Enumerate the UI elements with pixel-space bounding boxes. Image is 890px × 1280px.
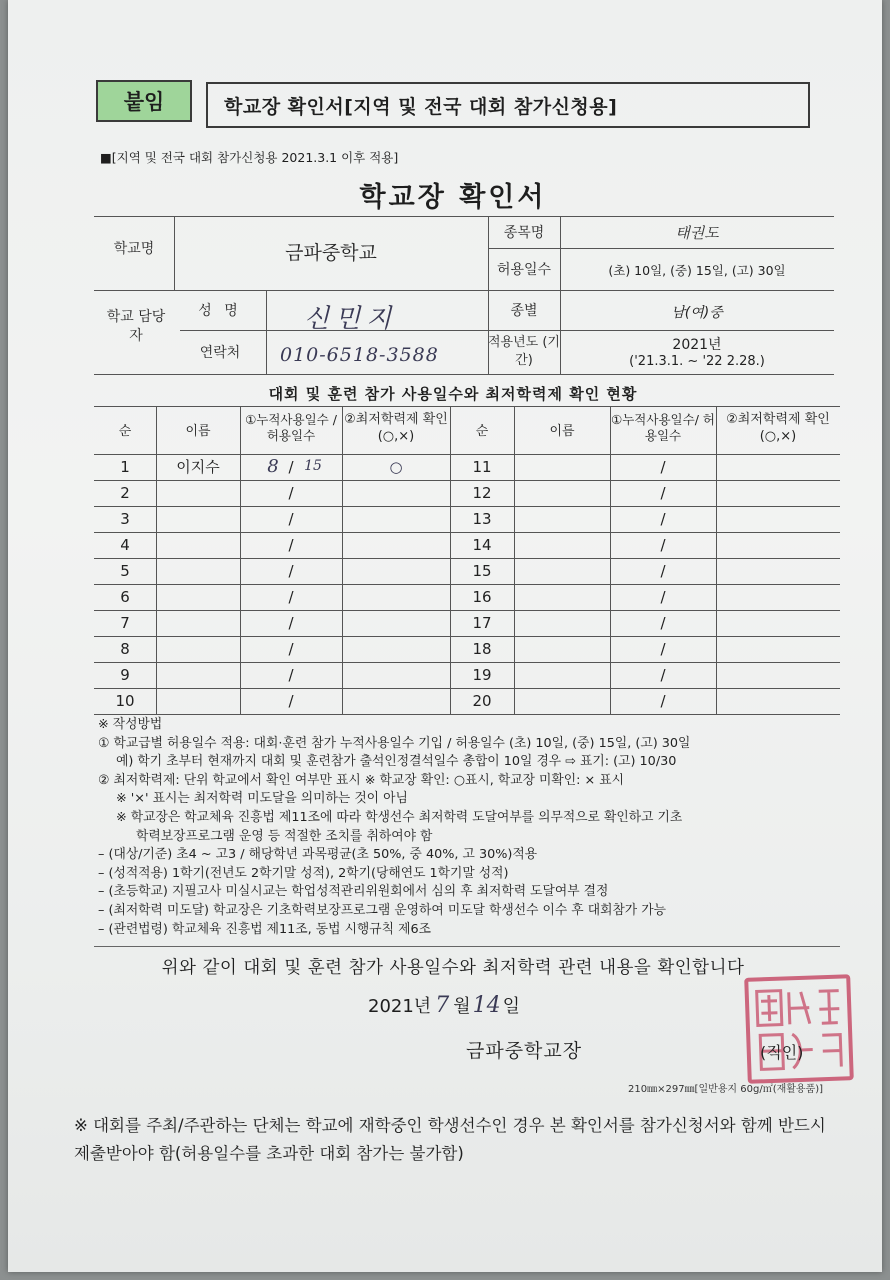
detail-5: – (관련법령) 학교체육 진흥법 제11조, 동법 시행규칙 제6조 [98,921,431,937]
days-slash: / [288,458,294,476]
date-month-handwritten: 7 [435,993,450,1018]
date-year: 2021년 [368,996,432,1017]
col-name-right: 이름 [549,424,575,439]
col-days-left: ①누적사용일수 /허용일수 [245,412,337,444]
principal-signature-label: 금파중학교장 [466,1040,583,1062]
row-number: 9 [120,666,130,684]
days-slash: / [288,484,294,502]
date-month-label: 월 [453,996,471,1017]
event-label: 종목명 [503,225,545,241]
days-slash: / [660,562,666,580]
days-slash: / [288,510,294,528]
days-slash: / [660,692,666,710]
row-number: 7 [120,614,130,632]
footer-notice: ※ 대회를 주최/주관하는 단체는 학교에 재학중인 학생선수인 경우 본 확인서를 참가신청서와 함께 반드시 제출받아야 함(허용일수를 초과한 대회 참가는 불가함) [74,1116,826,1163]
allowed-days-handwritten: 15 [304,458,322,474]
row-number: 16 [472,588,492,606]
used-days-handwritten: 8 [267,456,279,477]
row-number: 20 [472,692,492,710]
paper-spec: 210㎜×297㎜[일반용지 60g/㎡(재활용품)] [628,1084,824,1095]
detail-1: – (대상/기준) 초4 ~ 고3 / 해당학년 과목평균(초 50%, 중 40%, 고 30%)적용 [98,847,538,863]
row-number: 4 [120,536,130,554]
days-slash: / [288,614,294,632]
note-1: ① 학교급별 허용일수 적용: 대회·훈련 참가 누적사용일수 기입 / 허용일수 (초) 10일, (중) 15일, (고) 30일 [98,735,691,751]
contact-label: 연락처 [199,345,241,361]
days-slash: / [660,588,666,606]
row-number: 3 [120,510,130,528]
days-slash: / [288,640,294,658]
row-number: 15 [472,562,492,580]
days-slash: / [660,614,666,632]
school-name-value: 금파중학교 [285,242,377,264]
col-academic-right: ②최저학력제 확인(○,×) [726,412,830,444]
contact-value-handwritten: 010-6518-3588 [280,344,439,366]
row-number: 14 [472,536,492,554]
days-slash: / [288,562,294,580]
row-number: 12 [472,484,492,502]
row-number: 17 [472,614,492,632]
document-title: 학교장 확인서 [359,182,547,213]
days-slash: / [288,692,294,710]
event-value: 태권도 [675,224,719,242]
date-day-handwritten: 14 [472,993,501,1018]
allowed-days-label: 허용일수 [496,262,552,278]
official-seal-stamp [744,974,854,1084]
usage-section-title: 대회 및 훈련 참가 사용일수와 최저학력제 확인 현황 [268,385,638,403]
document-page [8,0,882,1272]
days-slash: / [660,458,666,476]
row-number: 2 [120,484,130,502]
col-days-right: ①누적사용일수/ 허용일수 [611,412,715,444]
name-value-handwritten: 신민지 [304,304,398,334]
note-2-b: ※ 학교장은 학교체육 진흥법 제11조에 따라 학생선수 최저학력 도달여부를 의무적으로 확인하고 기초 [116,809,683,825]
confirm-divider [94,946,840,947]
row-number: 10 [115,692,135,710]
col-name-left: 이름 [185,424,211,439]
row-number: 11 [472,458,492,476]
row-number: 5 [120,562,130,580]
instructions-notes [98,716,858,939]
row-number: 18 [472,640,492,658]
year-label: 적용년도 (기간) [488,335,560,368]
col-no-left: 순 [118,424,132,439]
school-name-label: 학교명 [113,241,155,257]
col-no-right: 순 [475,424,489,439]
detail-3: – (초등학교) 지필고사 미실시교는 학업성적관리위원회에서 심의 후 최저학력 도달여부 결정 [98,884,609,900]
row-number: 8 [120,640,130,658]
row-number: 19 [472,666,492,684]
note-1-example: 예) 학기 초부터 현재까지 대회 및 훈련참가 출석인정결석일수 총합이 10일 경우 ⇨ 표기: (고) 10/30 [116,754,677,770]
days-slash: / [288,536,294,554]
detail-2: – (성적적용) 1학기(전년도 2학기말 성적), 2학기(당해연도 1학기말 성적) [98,865,509,881]
days-slash: / [288,588,294,606]
row-number: 1 [120,458,130,476]
form-header-title: 학교장 확인서[지역 및 전국 대회 참가신청용] [206,82,810,128]
year-value: 2021년 [672,337,722,353]
gender-label: 종별 [510,303,538,319]
days-slash: / [660,510,666,528]
note-2-c: 학력보장프로그램 운영 등 적절한 조치를 취하여야 함 [136,828,433,844]
note-2: ② 최저학력제: 단위 학교에서 확인 여부만 표시 ※ 학교장 확인: ○표시, 학교장 미확인: × 표시 [98,772,624,788]
row-number: 13 [472,510,492,528]
person-in-charge-label: 학교 담당자 [106,309,166,344]
seal-glyphs [748,978,849,1079]
days-slash: / [660,484,666,502]
confirmation-statement: 위와 같이 대회 및 훈련 참가 사용일수와 최저학력 관련 내용을 확인합니다 [161,958,745,978]
attachment-badge: 붙임 [96,80,192,122]
confirmation-date [368,992,520,1018]
days-slash: / [660,536,666,554]
seal-note: (직인) [760,1043,804,1062]
apply-note: ■[지역 및 전국 대회 참가신청용 2021.3.1 이후 적용] [100,150,399,165]
row-number: 6 [120,588,130,606]
note-2-a: ※ '×' 표시는 최저학력 미도달을 의미하는 것이 아님 [116,791,408,807]
days-slash: / [660,640,666,658]
gender-value: 남(여)중 [671,305,723,321]
info-table [94,216,834,376]
allowed-days-value: (초) 10일, (중) 15일, (고) 30일 [608,263,786,278]
academic-check-mark: ○ [389,458,403,476]
col-academic-left: ②최저학력제 확인(○,×) [344,412,448,444]
detail-4: – (최저학력 미도달) 학교장은 기초학력보장프로그램 운영하여 미도달 학생선수 이수 후 대회참가 가능 [98,902,666,918]
name-label: 성 명 [198,303,242,319]
student-name: 이지수 [176,458,220,476]
period-value: ('21.3.1. ~ '22 2.28.) [629,354,765,369]
days-slash: / [660,666,666,684]
days-slash: / [288,666,294,684]
date-day-label: 일 [502,996,520,1017]
usage-grid [94,406,840,718]
notes-heading: ※ 작성방법 [98,717,163,732]
